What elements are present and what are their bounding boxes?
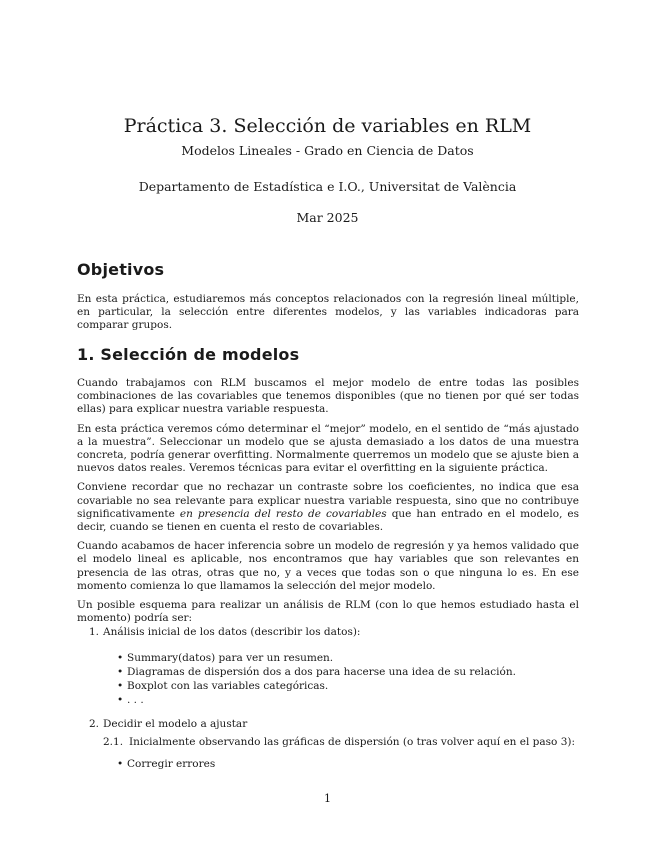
analysis-steps-list xyxy=(77,626,579,772)
step-2-number: 2. xyxy=(89,718,100,730)
bullet-icon: • xyxy=(117,680,124,692)
section-1-body xyxy=(77,377,579,631)
list-item xyxy=(77,652,579,666)
document-subtitle: Modelos Lineales - Grado en Ciencia de Datos xyxy=(181,143,474,158)
paragraph-5: Un posible esquema para realizar un análisis de RLM (con lo que hemos estudiado hasta el momento) podría ser: xyxy=(77,599,579,625)
document-title: Práctica 3. Selección de variables en RLM xyxy=(123,115,532,137)
list-item xyxy=(77,680,579,694)
objetivos-paragraph: En esta práctica, estudiaremos más conceptos relacionados con la regresión lineal múltiple, en particular, la selección entre diferentes modelos, y las variables indicadoras para comparar grupos. xyxy=(77,293,579,332)
step-2-text: Decidir el modelo a ajustar xyxy=(103,718,248,730)
paragraph-3-part-a: Conviene recordar que no rechazar un contraste sobre los coeficientes, no indica que esa covariable no sea relevante para explicar nuestra variable respuesta, sino que no contribuye significativamente xyxy=(77,481,579,520)
bullet-text: Corregir errores xyxy=(127,758,216,770)
bullet-text: Summary(datos) para ver un resumen. xyxy=(127,652,334,664)
paragraph-4: Cuando acabamos de hacer inferencia sobre un modelo de regresión y ya hemos validado que el modelo lineal es aplicable, nos encontramos que hay variables que son relevantes en presencia de las otras, otras que no, y a veces que todas son o que ninguna lo es. En ese momento comienza lo que llamamos la selección del mejor modelo. xyxy=(77,540,579,592)
bullet-icon: • xyxy=(117,758,124,770)
list-item xyxy=(77,694,579,718)
objetivos-heading: Objetivos xyxy=(77,260,165,279)
paragraph-2: En esta práctica veremos cómo determinar el “mejor” modelo, en el sentido de “más ajustado a la muestra”. Seleccionar un modelo que se ajusta demasiado a los datos de una muestra concreta, podría generar overfitting. Normalmente querremos un modelo que se ajuste bien a nuevos datos reales. Veremos técnicas para evitar el overfitting en la siguiente práctica. xyxy=(77,422,579,475)
paragraph-3-part-b: que han entrado en el modelo, es decir, cuando se tienen en cuenta el resto de covariables. xyxy=(77,507,579,534)
document-author: Departamento de Estadística e I.O., Universitat de València xyxy=(138,179,517,194)
list-item-step-2 xyxy=(77,718,579,736)
list-item xyxy=(77,758,579,772)
paragraph-1: Cuando trabajamos con RLM buscamos el mejor modelo de entre todas las posibles combinaciones de las covariables que tenemos disponibles (que no tienen por qué ser todas ellas) para explicar nuestra variable respuesta. xyxy=(77,377,579,416)
bullet-text: Diagramas de dispersión dos a dos para hacerse una idea de su relación. xyxy=(127,666,516,678)
list-item-step-1 xyxy=(77,626,579,652)
list-item-step-2-1 xyxy=(77,736,579,758)
step-1-text: Análisis inicial de los datos (describir los datos): xyxy=(103,626,361,638)
paragraph-3-emphasis: en presencia del resto de covariables xyxy=(179,507,387,520)
page-number: 1 xyxy=(324,792,331,805)
bullet-text: Boxplot con las variables categóricas. xyxy=(127,680,329,692)
step-2-1-text: Inicialmente observando las gráficas de dispersión (o tras volver aquí en el paso 3): xyxy=(129,736,576,748)
step-1-number: 1. xyxy=(89,626,100,638)
step-2-1-number: 2.1. xyxy=(103,736,124,748)
bullet-text: . . . xyxy=(127,694,144,706)
document-date: Mar 2025 xyxy=(296,210,359,225)
paragraph-3 xyxy=(77,481,579,534)
bullet-icon: • xyxy=(117,694,124,706)
section-1-heading: 1. Selección de modelos xyxy=(77,345,300,364)
list-item xyxy=(77,666,579,680)
bullet-icon: • xyxy=(117,666,124,678)
bullet-icon: • xyxy=(117,652,124,664)
